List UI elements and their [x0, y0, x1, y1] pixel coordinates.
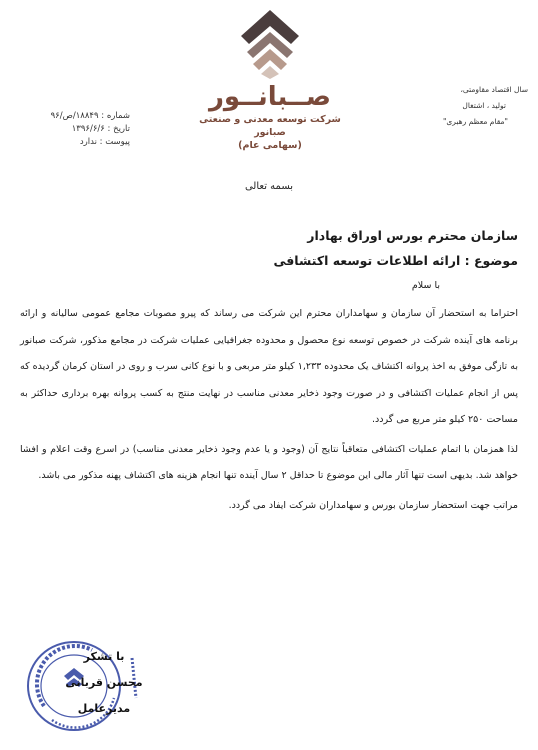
subject: موضوع : ارائه اطلاعات توسعه اکتشافی [273, 253, 518, 268]
greeting: با سلام [411, 280, 440, 291]
letter-meta [20, 110, 130, 149]
letter-date: تاریخ : ۱۳۹۶/۶/۶ [71, 124, 130, 134]
brand-name: صــبانــور [208, 82, 332, 112]
slogan-year: سال اقتصاد مقاومتی، [460, 85, 528, 94]
letter-attachment: پیوست : ندارد [79, 137, 130, 147]
bismillah: بسمه تعالی [244, 181, 294, 192]
paragraph-1: احتراما به استحضار آن سازمان و سهامداران محترم این شرکت می رساند که پیرو مصوبات مجامع عمومی سالیانه و ارائه برنامه های آینده شرکت در خصوص توسعه نوع محصول و محدوده جغرافیایی عملیات شرکت در مجامع مذکور، شرکت صبانور به تازگی موفق به اخذ پروانه اکتشاف یک محدوده ۱,۲۳۳ کیلو متر مربعی و با نوع کانی سرب و روی در استان کرمان گردیده که پس از انجام عملیات اکتشافی و در صورت وجود ذخایر معدنی مناسب در نهایت منتج به کسب پروانه بهره برداری حداکثر به مساحت ۲۵۰ کیلو متر مربع می گردد. [20, 308, 518, 425]
letter-number: شماره : ۱۸۸۴۹/ص/۹۶ [50, 111, 130, 121]
paragraph-2: لذا همزمان با اتمام عملیات اکتشافی متعاقباً نتایج آن (وجود و یا عدم وجود ذخایر معدنی مناسب) در اسرع وقت اعلام و افشا خواهد شد. بدیهی است تنها آثار مالی این موضوع تا حداقل ۲ سال آینده تنها انجام هزینه های اکتشاف پهنه مذکور می باشد. [20, 443, 518, 481]
signature-name: محسن قربانی [65, 676, 143, 689]
recipient: سازمان محترم بورس اوراق بهادار [307, 228, 518, 243]
letter-body [20, 228, 518, 514]
sabanour-logo-icon [235, 8, 305, 80]
slogan-production: تولید ، اشتغال [462, 101, 506, 110]
company-header [190, 8, 350, 152]
signature-thanks: با تشکر [83, 650, 125, 663]
paragraph-3: مراتب جهت استحضار سازمان بورس و سهامداران شرکت ایفاد می گردد. [228, 499, 518, 511]
slogan-attribution: "مقام معظم رهبری" [442, 117, 508, 126]
signature-block [62, 644, 146, 722]
slogan-block [368, 82, 528, 130]
company-name: شرکت توسعه معدنی و صنعتی صبانور [199, 114, 341, 138]
signature-title: مدیرعامل [77, 702, 131, 715]
company-type: (سهامی عام) [238, 140, 302, 151]
